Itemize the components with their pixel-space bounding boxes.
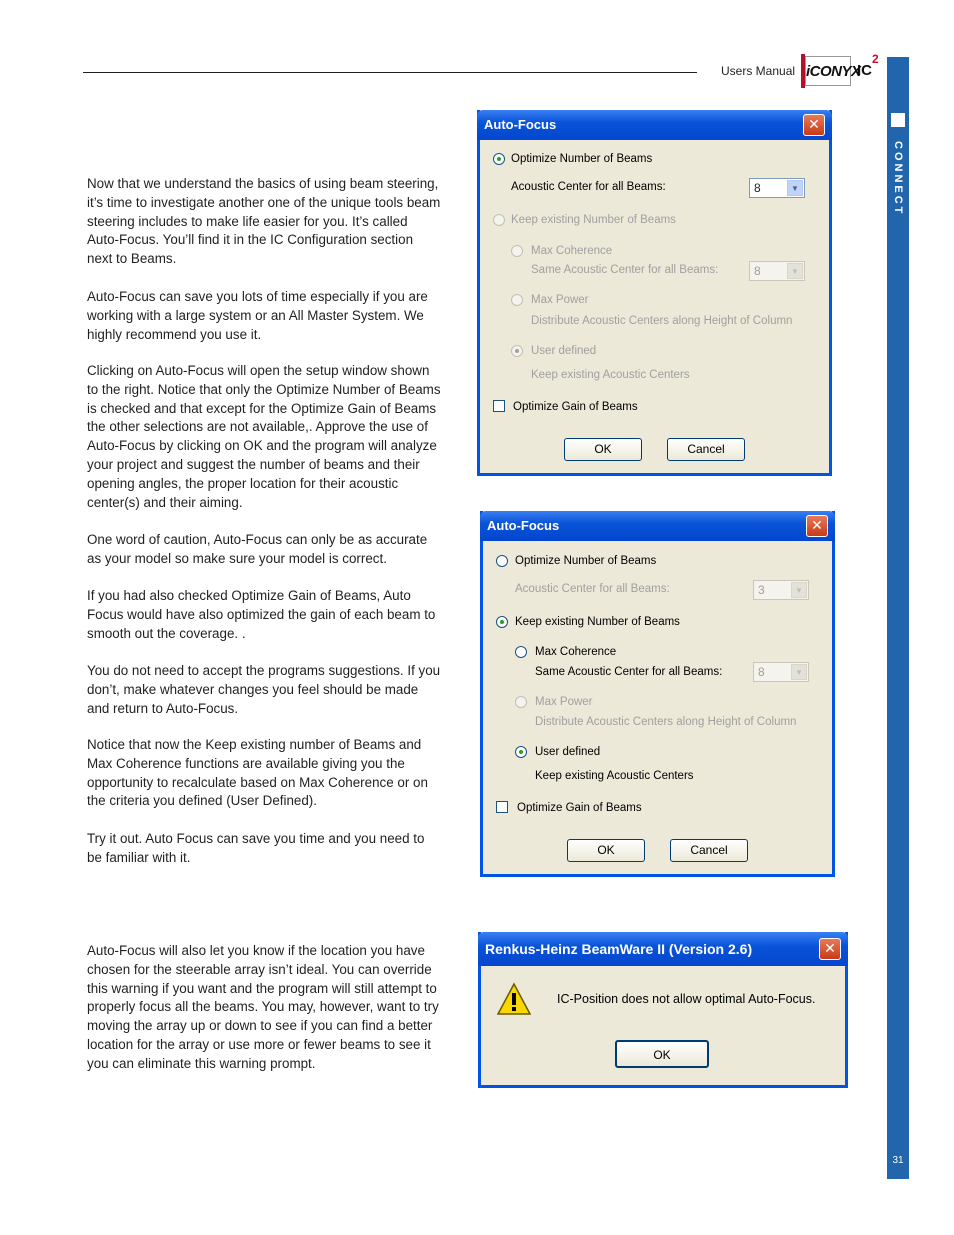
checkbox-optimize-gain[interactable] [493,400,505,412]
paragraph: One word of caution, Auto-Focus can only be as accurate as your model so make sure your model is correct. [87,532,428,566]
header-rule [83,72,697,73]
logo-text: iCONYX [805,56,851,86]
label-acoustic-center-all: Acoustic Center for all Beams: [511,181,666,193]
dialog-title: Auto-Focus [487,518,560,533]
select-value: 8 [758,665,765,679]
label-distribute: Distribute Acoustic Centers along Height of Column [531,315,793,327]
paragraph: Try it out. Auto Focus can save you time and you need to be familiar with it. [87,831,425,865]
label-user-defined: User defined [535,746,601,758]
label-optimize-number: Optimize Number of Beams [511,153,653,165]
select-value: 8 [754,264,761,278]
chevron-down-icon: ▼ [791,664,807,680]
sidebar-marker [891,113,905,127]
radio-keep-existing[interactable] [493,214,505,226]
warning-message: IC-Position does not allow optimal Auto-Focus. [557,992,816,1006]
ok-button[interactable]: OK [567,839,645,862]
close-icon[interactable]: ✕ [803,114,825,136]
checkbox-optimize-gain[interactable] [496,801,508,813]
label-max-coherence: Max Coherence [535,646,617,658]
label-optimize-gain: Optimize Gain of Beams [513,401,638,413]
paragraph: Auto-Focus can save you lots of time especially if you are working with a large system or an All Master System. We highly recommend you use it. [87,289,428,342]
radio-optimize-number[interactable] [493,153,505,165]
radio-optimize-number[interactable] [496,555,508,567]
label-max-power: Max Power [531,294,589,306]
label-keep-centers: Keep existing Acoustic Centers [535,770,694,782]
label-same-center: Same Acoustic Center for all Beams: [535,666,723,678]
paragraph: You do not need to accept the programs suggestions. If you don’t, make whatever changes you feel should be made and return to Auto-Focus. [87,663,441,716]
paragraph: Now that we understand the basics of using beam steering, it’s time to investigate another one of the unique tools beam steering includes to make life easier for you. It’s called Auto-Focus. You’ll find it in the IC Configuration section next to Beams. [87,176,441,267]
auto-focus-dialog-initial [477,110,832,476]
select-same-center[interactable] [749,261,805,281]
beamware-warning-dialog [478,932,848,1088]
dialog-title-bar [480,511,835,541]
cancel-button[interactable]: Cancel [667,438,745,461]
dialog-title: Renkus-Heinz BeamWare II (Version 2.6) [485,941,753,957]
chevron-down-icon: ▼ [787,180,803,196]
product-name: IC [857,62,872,79]
select-value: 3 [758,583,765,597]
label-acoustic-center-all: Acoustic Center for all Beams: [515,583,670,595]
close-icon[interactable]: ✕ [806,515,828,537]
close-icon[interactable]: ✕ [819,938,841,960]
radio-max-coherence[interactable] [511,245,523,257]
section-label: CONNECT [892,141,904,217]
page-number: 31 [892,1155,904,1166]
label-max-coherence: Max Coherence [531,245,613,257]
label-optimize-gain: Optimize Gain of Beams [517,802,642,814]
warning-icon [497,982,531,1016]
section-sidebar [887,57,909,1179]
select-value: 8 [754,181,761,195]
select-same-center[interactable] [753,662,809,682]
label-same-center: Same Acoustic Center for all Beams: [531,264,719,276]
header-label: Users Manual [721,64,796,78]
chevron-down-icon: ▼ [787,263,803,279]
radio-max-power[interactable] [515,696,527,708]
ok-button[interactable]: OK [615,1040,709,1068]
cancel-button[interactable]: Cancel [670,839,748,862]
paragraph: If you had also checked Optimize Gain of Beams, Auto Focus would have also optimized the gain of each beam to smooth out the coverage. . [87,588,436,641]
label-user-defined: User defined [531,345,597,357]
paragraph: Clicking on Auto-Focus will open the setup window shown to the right. Notice that only the Optimize Number of Beams is checked and that except for the Optimize Gain of Beams the other selections are not available,. Approve the use of Auto-Focus by clicking on OK and the program will analyze your project and suggest the number of beams and their opening angles, the proper location for their acoustic center(s) and their aiming. [87,363,441,510]
paragraph: Notice that now the Keep existing number of Beams and Max Coherence functions are available giving you the opportunity to recalculate based on Max Coherence or on the criteria you defined (User Defined). [87,737,428,809]
label-keep-existing: Keep existing Number of Beams [515,616,680,628]
dialog-title-bar [477,110,832,140]
ok-button[interactable]: OK [564,438,642,461]
chevron-down-icon: ▼ [791,582,807,598]
radio-keep-existing[interactable] [496,616,508,628]
dialog-title: Auto-Focus [484,117,557,132]
product-mark [857,52,879,79]
label-keep-existing: Keep existing Number of Beams [511,214,676,226]
paragraph: Auto-Focus will also let you know if the location you have chosen for the steerable array isn’t ideal. You can override this warning if you want and the program will still attempt to properly focus all the beams. You may, however, want to try moving the array up or down to see if you can find a better location for the array or use more or fewer beams to see it you can eliminate this warning prompt. [87,943,439,1071]
select-acoustic-center-all[interactable] [749,178,805,198]
label-max-power: Max Power [535,696,593,708]
label-optimize-number: Optimize Number of Beams [515,555,657,567]
dialog-title-bar [478,932,848,966]
radio-max-coherence[interactable] [515,646,527,658]
select-acoustic-center-all[interactable] [753,580,809,600]
radio-user-defined[interactable] [515,746,527,758]
label-keep-centers: Keep existing Acoustic Centers [531,369,690,381]
iconyx-logo [801,54,861,88]
auto-focus-dialog-keep-existing [480,511,835,877]
radio-max-power[interactable] [511,294,523,306]
label-distribute: Distribute Acoustic Centers along Height of Column [535,716,797,728]
radio-user-defined[interactable] [511,345,523,357]
product-superscript: 2 [872,52,879,66]
